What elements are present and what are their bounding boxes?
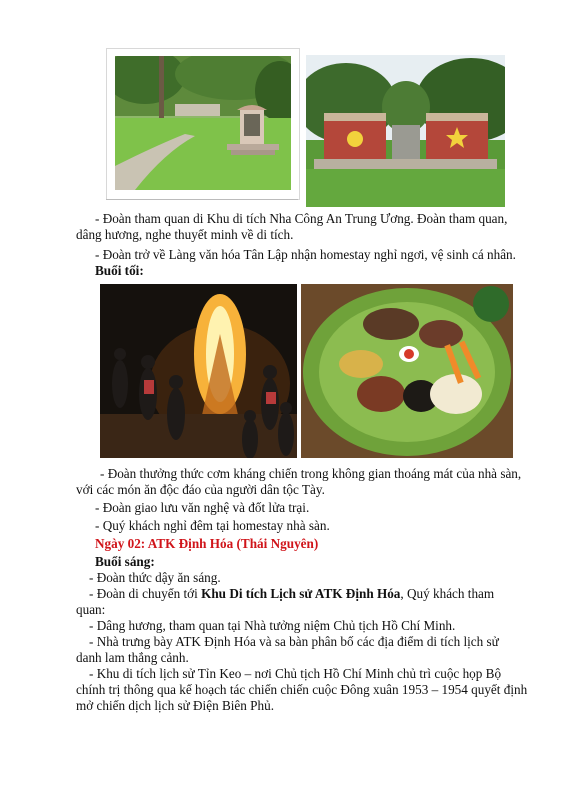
- paragraph-line: - Đoàn thưởng thức cơm kháng chiến trong không gian thoáng mát của nhà sàn,: [100, 466, 522, 481]
- paragraph-line: - Đoàn di chuyển tới Khu Di tích Lịch sử ATK Định Hóa, Quý khách tham: [89, 586, 495, 601]
- paragraph-line: - Đoàn tham quan di Khu di tích Nha Công An Trung Ương. Đoàn tham quan,: [95, 211, 508, 226]
- paragraph-line: - Đoàn giao lưu văn nghệ và đốt lửa trại.: [95, 500, 310, 515]
- paragraph-line: - Dâng hương, tham quan tại Nhà tưởng niệm Chủ tịch Hồ Chí Minh.: [89, 618, 456, 633]
- evening-heading: Buổi tối:: [95, 263, 144, 278]
- memorial-complex-photo: [306, 55, 505, 207]
- paragraph-line: mở chiến dịch lịch sử Điện Biên Phủ.: [76, 698, 274, 713]
- image-divider: [106, 199, 298, 200]
- memorial-stele-park-photo: [115, 56, 291, 190]
- morning-heading: Buổi sáng:: [95, 554, 155, 569]
- paragraph-line: - Quý khách nghỉ đêm tại homestay nhà sàn.: [95, 518, 330, 533]
- paragraph-line: danh lam thắng cảnh.: [76, 650, 189, 665]
- paragraph-line: chính trị thông qua kế hoạch tác chiến chiến cuộc Đông xuân 1953 – 1954 quyết định: [76, 682, 528, 697]
- paragraph-line: - Nhà trưng bày ATK Định Hóa và sa bàn phân bố các địa điểm di tích lịch sử: [89, 634, 499, 649]
- day-heading: Ngày 02: ATK Định Hóa (Thái Nguyên): [95, 536, 319, 551]
- paragraph-line: quan:: [76, 602, 106, 617]
- paragraph-line: - Khu di tích lịch sử Tỉn Keo – nơi Chủ tịch Hồ Chí Minh chủ trì cuộc họp Bộ: [89, 666, 502, 681]
- paragraph-line: dâng hương, nghe thuyết minh về di tích.: [76, 227, 294, 242]
- ethnic-food-tray-photo: [301, 284, 513, 458]
- paragraph-line: - Đoàn trở về Làng văn hóa Tân Lập nhận homestay nghỉ ngơi, vệ sinh cá nhân.: [95, 247, 516, 262]
- paragraph-line: với các món ăn độc đáo của người dân tộc Tày.: [76, 482, 325, 497]
- campfire-dance-photo: [100, 284, 297, 458]
- paragraph-line: - Đoàn thức dậy ăn sáng.: [89, 570, 221, 585]
